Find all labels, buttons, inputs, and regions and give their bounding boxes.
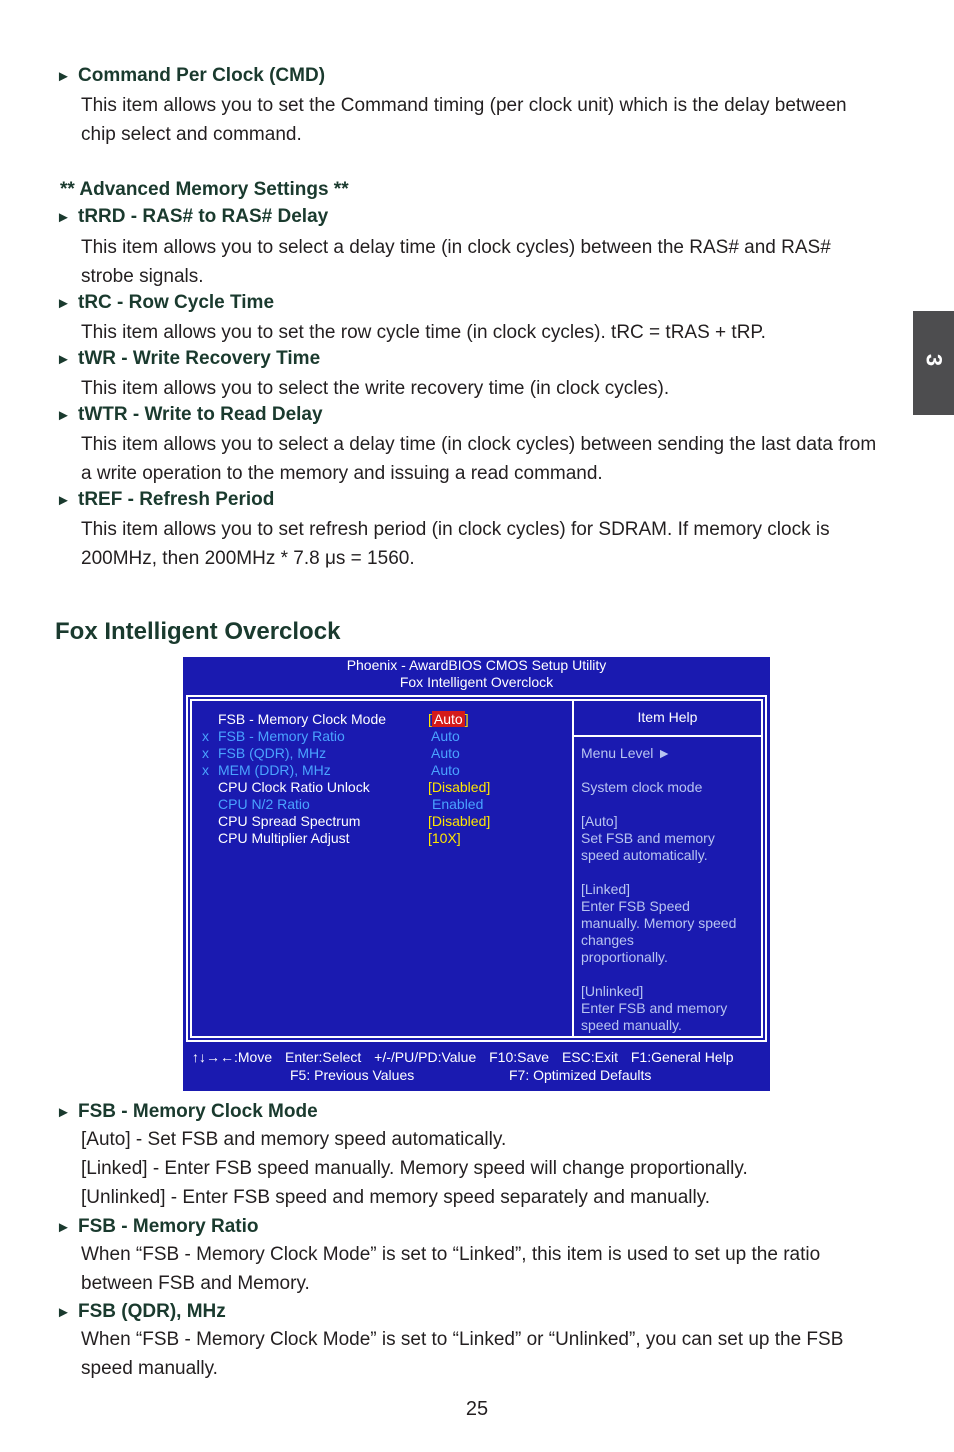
bios-screen xyxy=(183,657,770,1091)
desc-cmd: This item allows you to set the Command timing (per clock unit) which is the delay between chip select and command. xyxy=(81,95,847,145)
bios-divider xyxy=(572,701,574,1036)
bios-key-legend xyxy=(192,1049,734,1066)
desc-tref: This item allows you to set refresh period (in clock cycles) for SDRAM. If memory clock is 200MHz, then 200MHz * 7.8 μs = 1560. xyxy=(81,519,830,569)
selected-value: Auto xyxy=(433,711,463,727)
help-line: Enter FSB and memory xyxy=(581,1000,728,1016)
triangle-icon: ► xyxy=(56,1304,71,1321)
help-line: [Auto] xyxy=(581,813,618,829)
triangle-icon: ► xyxy=(56,295,71,312)
section-title: Fox Intelligent Overclock xyxy=(55,618,341,645)
heading-fsb-memory-ratio: ► FSB - Memory Ratio xyxy=(56,1216,259,1237)
help-line: Enter FSB Speed xyxy=(581,898,690,914)
help-line: manually. Memory speed xyxy=(581,915,737,931)
help-line: [Linked] xyxy=(581,881,631,897)
desc-fsb-clock-mode: [Auto] - Set FSB and memory speed automatically. [Linked] - Enter FSB speed manually. Memory speed will change proportionally. [Unlinked] - Enter FSB speed and memory speed separately and manually. xyxy=(81,1129,748,1208)
heading-cmd: ► Command Per Clock (CMD) xyxy=(56,65,326,86)
key-save: F10:Save xyxy=(489,1049,550,1065)
triangle-icon: ► xyxy=(56,351,71,368)
bios-frame xyxy=(186,695,767,1042)
key-exit: ESC:Exit xyxy=(561,1049,618,1065)
desc-trc: This item allows you to set the row cycle time (in clock cycles). tRC = tRAS + tRP. xyxy=(81,322,766,343)
desc-twtr: This item allows you to select a delay time (in clock cycles) between sending the last data from a write operation to the memory and issuing a read command. xyxy=(81,434,877,484)
key-help: F1:General Help xyxy=(630,1049,734,1065)
item-help-title: Item Help xyxy=(637,709,698,725)
help-line: changes xyxy=(581,932,634,948)
heading-tref: ► tREF - Refresh Period xyxy=(56,489,275,510)
desc-fsb-qdr: When “FSB - Memory Clock Mode” is set to “Linked” or “Unlinked”, you can set up the FSB speed manually. xyxy=(81,1329,844,1379)
bios-title: Phoenix - AwardBIOS CMOS Setup Utility xyxy=(346,657,607,673)
triangle-icon: ► xyxy=(56,209,71,226)
help-line: System clock mode xyxy=(581,779,703,795)
advanced-memory-label: ** Advanced Memory Settings ** xyxy=(60,179,349,200)
help-separator xyxy=(574,735,761,737)
help-line: [Unlinked] xyxy=(581,983,644,999)
desc-trrd: This item allows you to select a delay time (in clock cycles) between the RAS# and RAS# strobe signals. xyxy=(81,237,831,287)
heading-trc: ► tRC - Row Cycle Time xyxy=(56,292,275,313)
key-move: ↑↓→←:Move xyxy=(192,1049,273,1065)
page-number: 25 xyxy=(465,1398,489,1420)
help-line: Menu Level ► xyxy=(581,745,672,761)
help-line: speed manually. xyxy=(581,1017,682,1033)
chapter-tab xyxy=(913,311,954,415)
triangle-icon: ► xyxy=(56,492,71,509)
triangle-icon: ► xyxy=(56,1219,71,1236)
heading-trrd: ► tRRD - RAS# to RAS# Delay xyxy=(56,206,329,227)
key-previous-values: F5: Previous Values xyxy=(290,1067,415,1083)
heading-twtr: ► tWTR - Write to Read Delay xyxy=(56,404,323,425)
heading-fsb-clock-mode: ► FSB - Memory Clock Mode xyxy=(56,1101,318,1122)
triangle-icon: ► xyxy=(56,407,71,424)
key-value: +/-/PU/PD:Value xyxy=(374,1049,477,1065)
bios-subtitle: Fox Intelligent Overclock xyxy=(399,674,554,690)
chapter-number: 3 xyxy=(921,353,947,367)
help-line: Set FSB and memory xyxy=(581,830,715,846)
desc-fsb-memory-ratio: When “FSB - Memory Clock Mode” is set to “Linked”, this item is used to set up the ratio between FSB and Memory. xyxy=(81,1244,821,1294)
help-line: speed automatically. xyxy=(581,847,708,863)
triangle-icon: ► xyxy=(56,68,71,85)
desc-twr: This item allows you to select the write recovery time (in clock cycles). xyxy=(81,378,670,399)
help-line: proportionally. xyxy=(581,949,668,965)
bios-inner-frame: Item Help FSB - Memory Clock Mode [ Auto ] x FSB - Memory Ratio Auto x FSB (QDR), MHz Auto x MEM (DDR), MHz Auto CPU Clock Ratio Unlock [Disabled] CPU N/2 Ratio Enabled CPU Spread Spectrum [Disabled] CPU Multiplier Adjust [10X] Menu Level ► System clock mode [Auto] Set FSB and memory speed automatically. [Linked] Enter FSB Speed manually. Memory speed changes proportionally. [Unlinked] Enter FSB and memory speed manually. xyxy=(190,699,763,1038)
heading-twr: ► tWR - Write Recovery Time xyxy=(56,348,321,369)
triangle-icon: ► xyxy=(56,1104,71,1121)
key-select: Enter:Select xyxy=(285,1049,362,1065)
key-optimized-defaults: F7: Optimized Defaults xyxy=(509,1067,652,1083)
heading-fsb-qdr: ► FSB (QDR), MHz xyxy=(56,1301,226,1322)
